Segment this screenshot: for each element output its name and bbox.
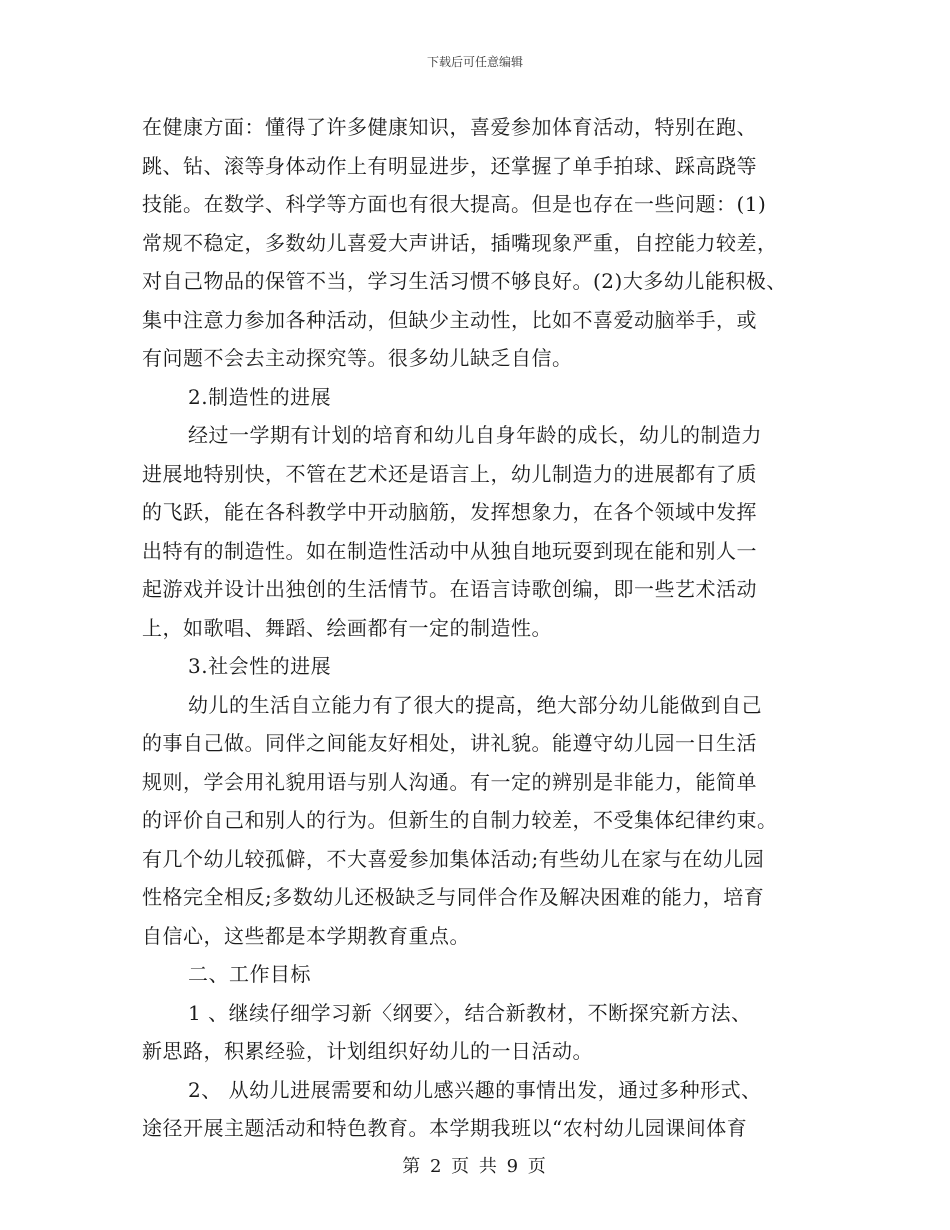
text-line: 的事自己做。同伴之间能友好相处，讲礼貌。能遵守幼儿园一日生活 (142, 731, 757, 755)
page-footer: 第 2 页 共 9 页 (402, 1156, 548, 1177)
section-heading: 2.制造性的进展 (188, 384, 332, 409)
text-line: 出特有的制造性。如在制造性活动中从独自地玩耍到现在能和别人一 (142, 538, 757, 563)
section-heading: 二、工作目标 (188, 962, 311, 986)
text-line: 1 、继续仔细学习新〈纲要〉，结合新教材，不断探究新方法、 (188, 1000, 752, 1025)
text-line: 新思路，积累经验，计划组织好幼儿的一日活动。 (142, 1039, 593, 1063)
text-line: 常规不稳定，多数幼儿喜爱大声讲话，插嘴现象严重，自控能力较差， (142, 230, 778, 255)
text-line: 集中注意力参加各种活动，但缺少主动性，比如不喜爱动脑举手，或 (142, 307, 757, 332)
text-line: 起游戏并设计出独创的生活情节。在语言诗歌创编，即一些艺术活动 (142, 577, 757, 601)
text-line: 有问题不会去主动探究等。很多幼儿缺乏自信。 (142, 346, 573, 370)
page-header: 下载后可任意编辑 (426, 55, 523, 69)
text-line: 的评价自己和别人的行为。但新生的自制力较差，不受集体纪律约束。 (142, 808, 778, 832)
text-line: 经过一学期有计划的培育和幼儿自身年龄的成长，幼儿的制造力 (188, 423, 762, 447)
text-line: 有几个幼儿较孤僻，不大喜爱参加集体活动;有些幼儿在家与在幼儿园 (142, 846, 765, 871)
text-line: 性格完全相反;多数幼儿还极缺乏与同伴合作及解决困难的能力，培育 (142, 885, 765, 909)
document-body (142, 108, 832, 1148)
text-line: 幼儿的生活自立能力有了很大的提高，绝大部分幼儿能做到自己 (188, 692, 762, 717)
text-line: 对自己物品的保管不当，学习生活习惯不够良好。(2)大多幼儿能积极、 (142, 269, 787, 293)
section-heading: 3.社会性的进展 (188, 654, 332, 678)
text-line: 技能。在数学、科学等方面也有很大提高。但是也存在一些问题：(1) (142, 192, 767, 216)
text-line: 上，如歌唱、舞蹈、绘画都有一定的制造性。 (142, 615, 552, 640)
text-line: 的飞跃，能在各科教学中开动脑筋，发挥想象力，在各个领域中发挥 (142, 500, 757, 524)
text-line: 跳、钻、滚等身体动作上有明显进步，还掌握了单手拍球、踩高跷等 (142, 153, 757, 178)
text-line: 规则，学会用礼貌用语与别人沟通。有一定的辨别是非能力，能简单 (142, 769, 757, 794)
text-line: 途径开展主题活动和特色教育。本学期我班以“农村幼儿园课间体育 (142, 1116, 748, 1140)
text-line: 进展地特别快，不管在艺术还是语言上，幼儿制造力的进展都有了质 (142, 461, 757, 486)
text-line: 2、 从幼儿进展需要和幼儿感兴趣的事情出发，通过多种形式、 (188, 1077, 762, 1102)
text-line: 在健康方面：懂得了许多健康知识，喜爱参加体育活动，特别在跑、 (142, 115, 757, 139)
text-line: 自信心，这些都是本学期教育重点。 (142, 923, 470, 948)
